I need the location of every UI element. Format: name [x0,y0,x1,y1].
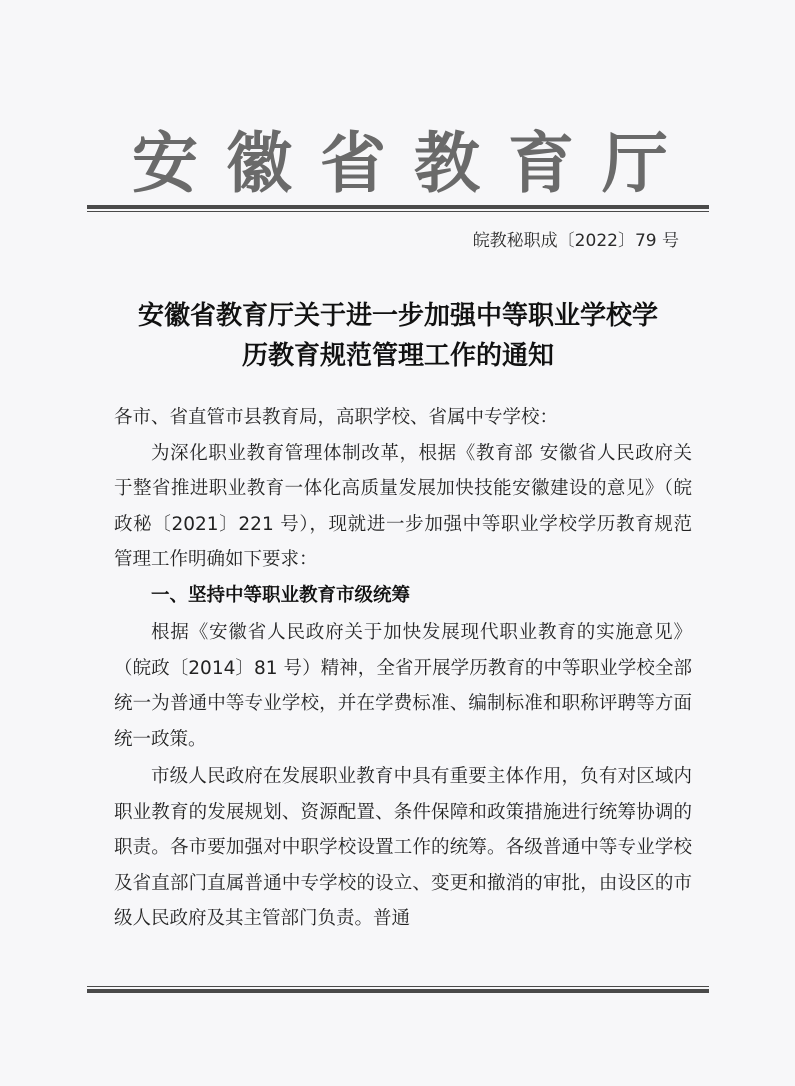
footer-divider [87,986,709,993]
title-line: 安徽省教育厅关于进一步加强中等职业学校学 [137,301,658,331]
paragraph-intro: 为深化职业教育管理体制改革，根据《教育部 安徽省人民政府关于整省推进职业教育一体化高质量发展加快技能安徽建设的意见》（皖政秘〔2021〕221 号），现就进一步加强中等职业学校学历教育规范管理工作明确如下要求： [114,442,692,570]
paragraph-2: 根据《安徽省人民政府关于加快发展现代职业教育的实施意见》（皖政〔2014〕81 号）精神，全省开展学历教育的中等职业学校全部统一为普通中等专业学校，并在学费标准、编制标准和职称评聘等方面统一政策。 [114,622,692,750]
section-heading-1: 一、坚持中等职业教育市级统筹 [151,584,411,606]
title-line: 历教育规范管理工作的通知 [241,341,554,371]
document-body [114,400,692,937]
masthead-divider [87,205,709,212]
masthead-title: 安徽省教育厅 [132,124,696,202]
document-title [88,296,708,376]
paragraph-3: 市级人民政府在发展职业教育中具有重要主体作用，负有对区域内职业教育的发展规划、资源配置、条件保障和政策措施进行统筹协调的职责。各市要加强对中职学校设置工作的统筹。各级普通中等专业学校及省直部门直属普通中专学校的设立、变更和撤消的审批，由设区的市级人民政府及其主管部门负责。普通 [114,766,692,929]
salutation: 各市、省直管市县教育局，高职学校、省属中专学校： [114,407,559,428]
document-number: 皖教秘职成〔2022〕79 号 [472,231,679,251]
